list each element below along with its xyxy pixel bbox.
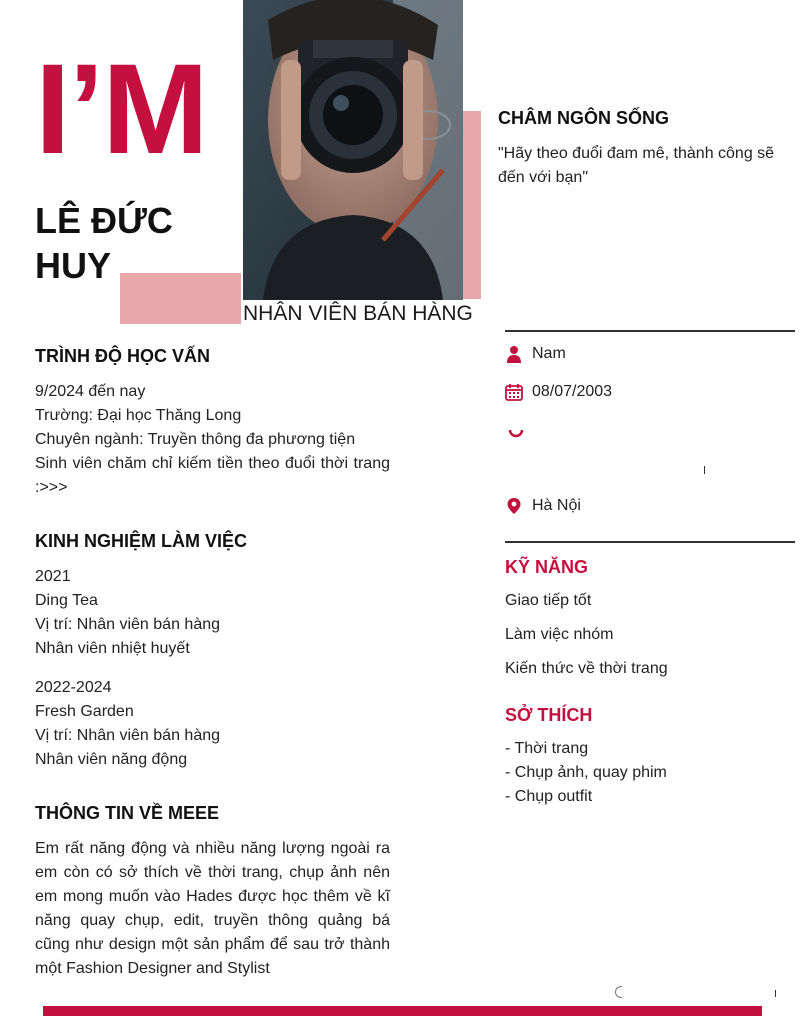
hobby-item: - Chụp ảnh, quay phim [505,764,667,781]
calendar-icon [505,383,523,401]
gender-row [505,345,566,363]
education-major: Chuyên ngành: Truyền thông đa phương tiện [35,431,356,448]
hobby-item: - Thời trang [505,740,589,757]
gender-value: Nam [532,345,566,362]
education-note: Sinh viên chăm chỉ kiếm tiền theo đuổi thời trang :>>> [35,455,390,496]
education-block [35,380,390,500]
skills-title: KỸ NĂNG [505,557,589,577]
experience-company: Fresh Garden [35,703,134,720]
footer-bar [43,1006,762,1016]
person-icon [505,345,523,363]
location-row [505,497,581,515]
birthday-row [505,383,612,401]
location-value: Hà Nội [532,497,581,514]
decor-block-right [463,111,481,299]
experience-year: 2021 [35,568,71,585]
contact-divider-bottom [505,541,795,543]
about-title: THÔNG TIN VỀ MEEE [35,803,220,823]
experience-position: Vị trí: Nhân viên bán hàng [35,616,221,633]
experience-desc: Nhân viên nhiệt huyết [35,640,190,657]
skills-list [505,584,668,686]
text-cursor-mark [704,466,705,474]
skill-item: Kiến thức về thời trang [505,660,668,677]
hobbies-title: SỞ THÍCH [505,705,593,725]
contact-divider-top [505,330,795,332]
fragment-mark-left [615,986,622,998]
education-school: Trường: Đại học Thăng Long [35,407,242,424]
experience-year: 2022-2024 [35,679,112,696]
motto-title: CHÂM NGÔN SỐNG [498,108,669,128]
skill-item: Làm việc nhóm [505,626,614,643]
experience-title: KINH NGHIỆM LÀM VIỆC [35,531,248,551]
experience-item [35,565,220,661]
motto-text: "Hãy theo đuổi đam mê, thành công sẽ đến với bạn" [498,145,775,186]
fragment-mark-right [775,990,776,997]
skill-item: Giao tiếp tốt [505,592,592,609]
full-name: LÊ ĐỨC HUY [35,200,173,286]
hidden-phone-icon [508,430,524,438]
experience-company: Ding Tea [35,592,98,609]
profile-photo [243,0,463,300]
education-title: TRÌNH ĐỘ HỌC VẤN [35,346,210,366]
experience-position: Vị trí: Nhân viên bán hàng [35,727,221,744]
experience-desc: Nhân viên năng động [35,751,188,768]
birthday-value: 08/07/2003 [532,383,613,400]
map-pin-icon [505,497,523,515]
about-text: Em rất năng động và nhiều năng lượng ngoài ra em còn có sở thích về thời trang, chụp ảnh nên em mong muốn vào Hades được học thêm về kĩ năng quay chụp, edit, truyền thông quảng bá cũng như design một sản phẩm để sau trở thành một Fashion Designer and Stylist [35,840,390,977]
education-period: 9/2024 đến nay [35,383,146,400]
hobbies-list [505,737,667,809]
experience-item [35,676,220,772]
hobby-item: - Chụp outfit [505,788,593,805]
decor-block-left [120,273,241,324]
im-heading: I’M [35,38,207,181]
job-title: NHÂN VIÊN BÁN HÀNG [243,302,473,325]
